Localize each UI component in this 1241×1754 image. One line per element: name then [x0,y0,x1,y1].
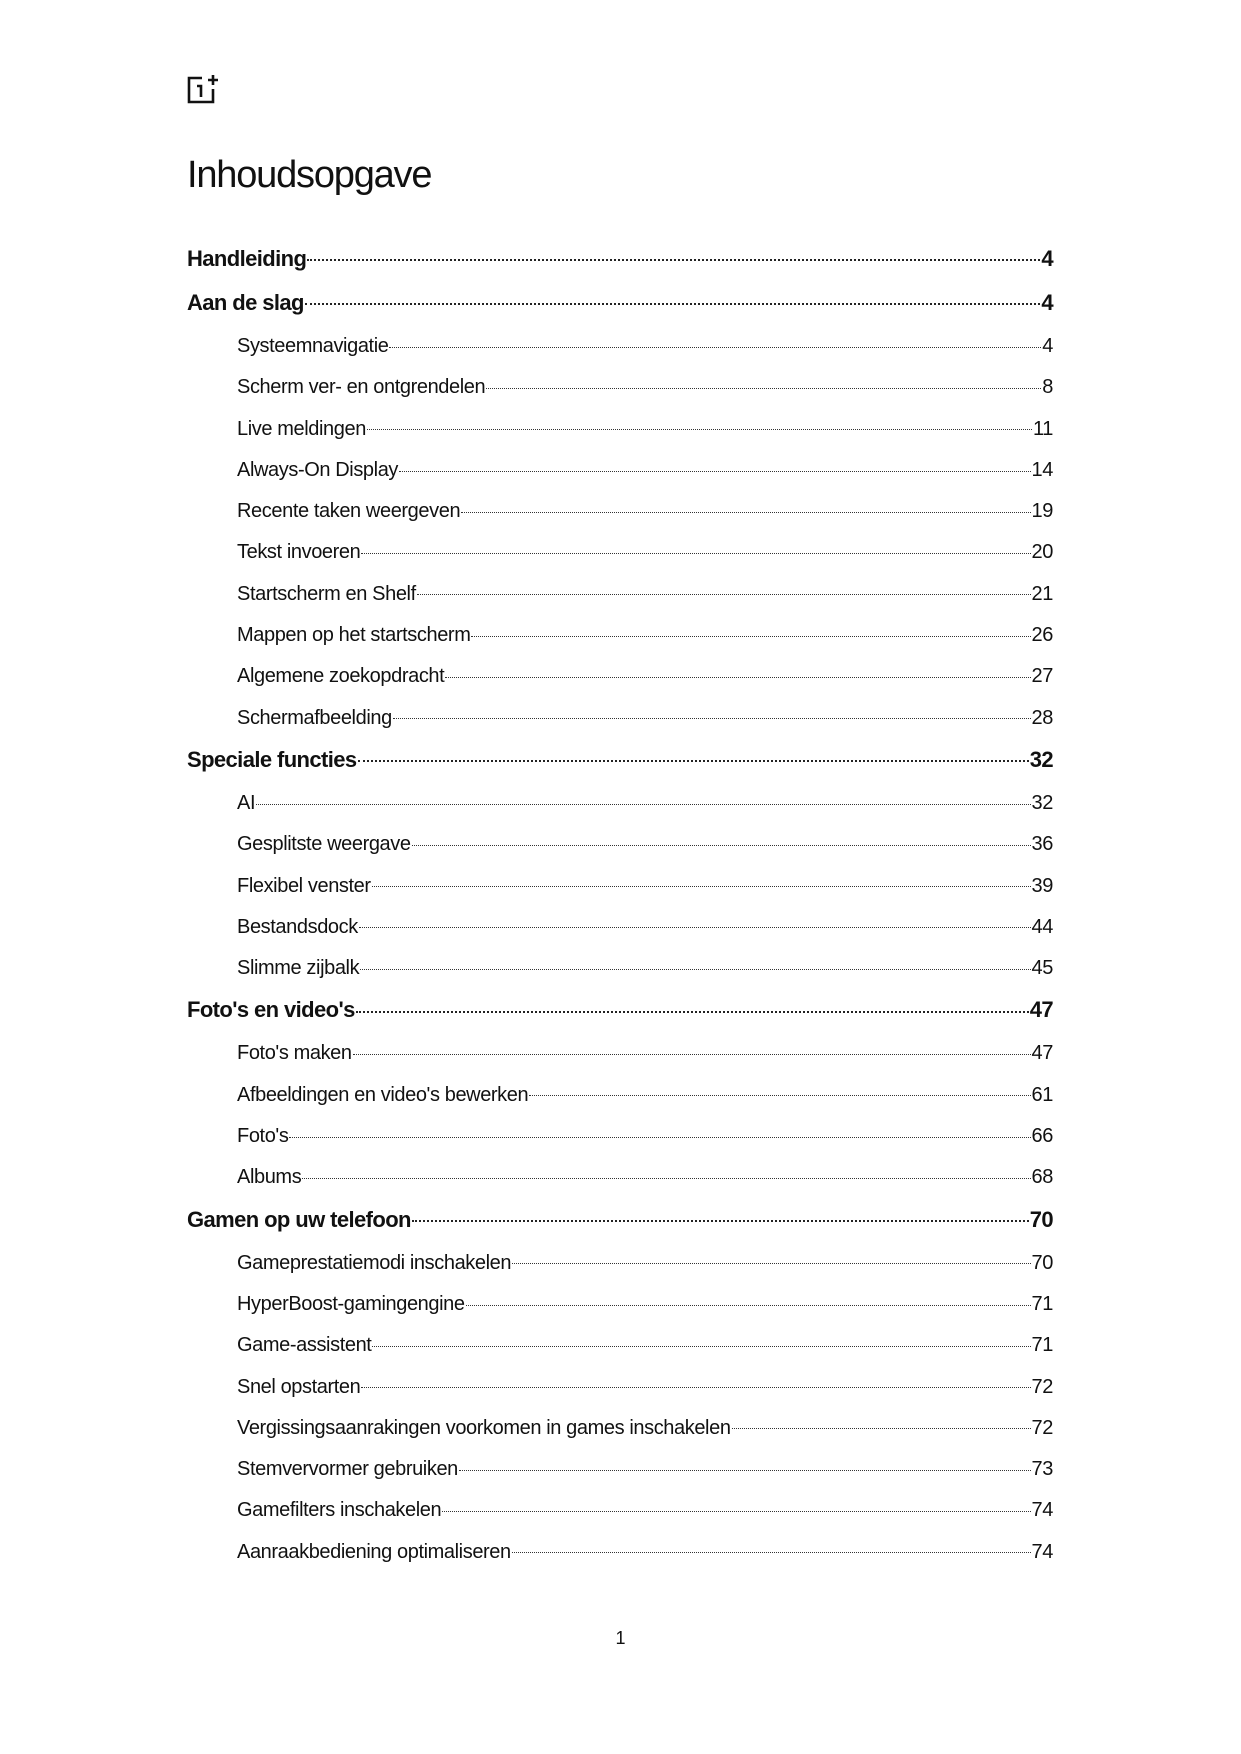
toc-dot-leader [361,1373,1030,1393]
toc-entry-label: Foto's en video's [187,997,355,1023]
toc-subsection-entry[interactable] [187,1331,1053,1372]
toc-subsection-entry[interactable] [187,1538,1053,1579]
toc-entry-page-number: 72 [1031,1416,1053,1439]
toc-entry-page-number: 70 [1029,1206,1053,1232]
toc-entry-page-number: 47 [1029,997,1053,1023]
toc-entry-page-number: 11 [1033,417,1053,440]
toc-dot-leader [512,1538,1031,1558]
toc-subsection-entry[interactable] [187,913,1053,954]
toc-dot-leader [459,1455,1031,1475]
toc-entry-label: Algemene zoekopdracht [237,665,445,688]
toc-dot-leader [305,288,1040,310]
toc-dot-leader [389,332,1041,352]
toc-dot-leader [289,1122,1030,1142]
toc-entry-label: Recente taken weergeven [237,500,461,523]
toc-dot-leader [486,373,1041,393]
toc-dot-leader [393,704,1031,724]
toc-entry-label: Slimme zijbalk [237,957,360,980]
toc-subsection-entry[interactable] [187,1081,1053,1122]
toc-entry-label: Snel opstarten [237,1375,361,1398]
toc-subsection-entry[interactable] [187,1163,1053,1204]
toc-entry-page-number: 74 [1031,1540,1053,1563]
toc-entry-label: Gameprestatiemodi inschakelen [237,1251,512,1274]
toc-subsection-entry[interactable] [187,1290,1053,1331]
toc-dot-leader [529,1081,1030,1101]
toc-dot-leader [360,954,1030,974]
toc-subsection-entry[interactable] [187,415,1053,456]
toc-section-entry[interactable] [187,1205,1053,1249]
toc-entry-page-number: 14 [1031,458,1053,481]
toc-entry-page-number: 45 [1031,957,1053,980]
toc-entry-page-number: 28 [1031,706,1053,729]
toc-dot-leader [302,1163,1030,1183]
toc-subsection-entry[interactable] [187,332,1053,373]
toc-entry-page-number: 32 [1029,746,1053,772]
toc-entry-label: Handleiding [187,246,307,271]
toc-dot-leader [471,621,1030,641]
toc-entry-page-number: 4 [1041,246,1053,271]
toc-entry-label: Vergissingsaanrakingen voorkomen in games inschakelen [237,1416,731,1439]
toc-subsection-entry[interactable] [187,456,1053,497]
toc-subsection-entry[interactable] [187,621,1053,662]
toc-entry-label: Gamefilters inschakelen [237,1499,442,1522]
toc-dot-leader [359,913,1031,933]
toc-subsection-entry[interactable] [187,872,1053,913]
toc-dot-leader [367,415,1032,435]
table-of-contents [187,244,1053,1579]
toc-entry-page-number: 32 [1031,791,1053,814]
toc-entry-label: Gesplitste weergave [237,833,411,856]
toc-entry-label: Mappen op het startscherm [237,624,471,647]
toc-subsection-entry[interactable] [187,1373,1053,1414]
toc-entry-page-number: 26 [1031,624,1053,647]
toc-dot-leader [372,872,1031,892]
toc-subsection-entry[interactable] [187,1122,1053,1163]
toc-entry-page-number: 71 [1031,1334,1053,1357]
toc-entry-page-number: 44 [1031,915,1053,938]
toc-dot-leader [461,497,1030,517]
toc-entry-label: Foto's maken [237,1042,352,1065]
toc-entry-page-number: 27 [1031,665,1053,688]
toc-dot-leader [512,1249,1030,1269]
toc-dot-leader [466,1290,1031,1310]
toc-subsection-entry[interactable] [187,1496,1053,1537]
toc-entry-label: HyperBoost-gamingengine [237,1292,465,1315]
toc-dot-leader [307,244,1040,266]
toc-subsection-entry[interactable] [187,954,1053,995]
toc-dot-leader [372,1331,1030,1351]
toc-dot-leader [412,830,1031,850]
toc-entry-label: Systeemnavigatie [237,335,389,357]
toc-dot-leader [361,538,1030,558]
toc-subsection-entry[interactable] [187,1414,1053,1455]
toc-dot-leader [356,995,1029,1017]
toc-entry-page-number: 47 [1031,1042,1053,1065]
toc-entry-label: Tekst invoeren [237,541,361,564]
toc-entry-label: Schermafbeelding [237,706,392,729]
oneplus-logo-icon [187,74,221,104]
toc-entry-page-number: 36 [1031,833,1053,856]
toc-entry-label: Foto's [237,1125,289,1148]
toc-entry-page-number: 61 [1031,1083,1053,1106]
toc-entry-label: Afbeeldingen en video's bewerken [237,1083,529,1106]
toc-dot-leader [399,456,1031,476]
toc-entry-label: Aanraakbediening optimaliseren [237,1540,511,1563]
toc-entry-page-number: 39 [1031,874,1053,897]
toc-subsection-entry[interactable] [187,789,1053,830]
toc-entry-label: Scherm ver- en ontgrendelen [237,376,486,399]
toc-subsection-entry[interactable] [187,580,1053,621]
toc-entry-page-number: 74 [1031,1499,1053,1522]
toc-subsection-entry[interactable] [187,1455,1053,1496]
toc-dot-leader [442,1496,1030,1516]
toc-subsection-entry[interactable] [187,1249,1053,1290]
toc-entry-label: Aan de slag [187,290,304,315]
toc-entry-page-number: 72 [1031,1375,1053,1398]
toc-dot-leader [358,745,1029,767]
toc-entry-page-number: 68 [1031,1166,1053,1189]
toc-entry-page-number: 66 [1031,1125,1053,1148]
toc-subsection-entry[interactable] [187,497,1053,538]
toc-dot-leader [732,1414,1031,1434]
toc-subsection-entry[interactable] [187,662,1053,703]
toc-dot-leader [353,1039,1031,1059]
toc-entry-label: Always-On Display [237,458,399,481]
toc-section-entry[interactable] [187,995,1053,1039]
toc-entry-label: Live meldingen [237,417,366,440]
toc-entry-label: AI [237,791,256,814]
toc-entry-label: Game-assistent [237,1334,372,1357]
toc-subsection-entry[interactable] [187,704,1053,745]
toc-section-entry[interactable] [187,244,1053,288]
toc-dot-leader [412,1205,1029,1227]
toc-section-entry[interactable] [187,288,1053,332]
toc-subsection-entry[interactable] [187,538,1053,579]
toc-entry-page-number: 21 [1031,582,1053,605]
toc-entry-label: Startscherm en Shelf [237,582,416,605]
toc-entry-label: Flexibel venster [237,874,371,897]
toc-section-entry[interactable] [187,745,1053,789]
toc-entry-page-number: 20 [1031,541,1053,564]
toc-entry-page-number: 4 [1042,335,1053,357]
toc-entry-label: Speciale functies [187,746,357,772]
toc-subsection-entry[interactable] [187,373,1053,414]
toc-entry-label: Albums [237,1166,302,1189]
toc-entry-page-number: 4 [1041,290,1053,315]
toc-entry-label: Bestandsdock [237,915,358,938]
toc-entry-label: Gamen op uw telefoon [187,1206,411,1232]
toc-dot-leader [256,789,1030,809]
toc-entry-page-number: 73 [1031,1458,1053,1481]
toc-subsection-entry[interactable] [187,830,1053,871]
page-number: 1 [615,1628,626,1648]
toc-entry-page-number: 71 [1031,1292,1053,1315]
toc-dot-leader [417,580,1031,600]
toc-entry-page-number: 8 [1042,376,1053,399]
page-title: Inhoudsopgave [187,154,432,196]
toc-entry-page-number: 19 [1031,500,1053,523]
toc-dot-leader [445,662,1030,682]
toc-entry-label: Stemvervormer gebruiken [237,1458,458,1481]
toc-subsection-entry[interactable] [187,1039,1053,1080]
toc-entry-page-number: 70 [1031,1251,1053,1274]
